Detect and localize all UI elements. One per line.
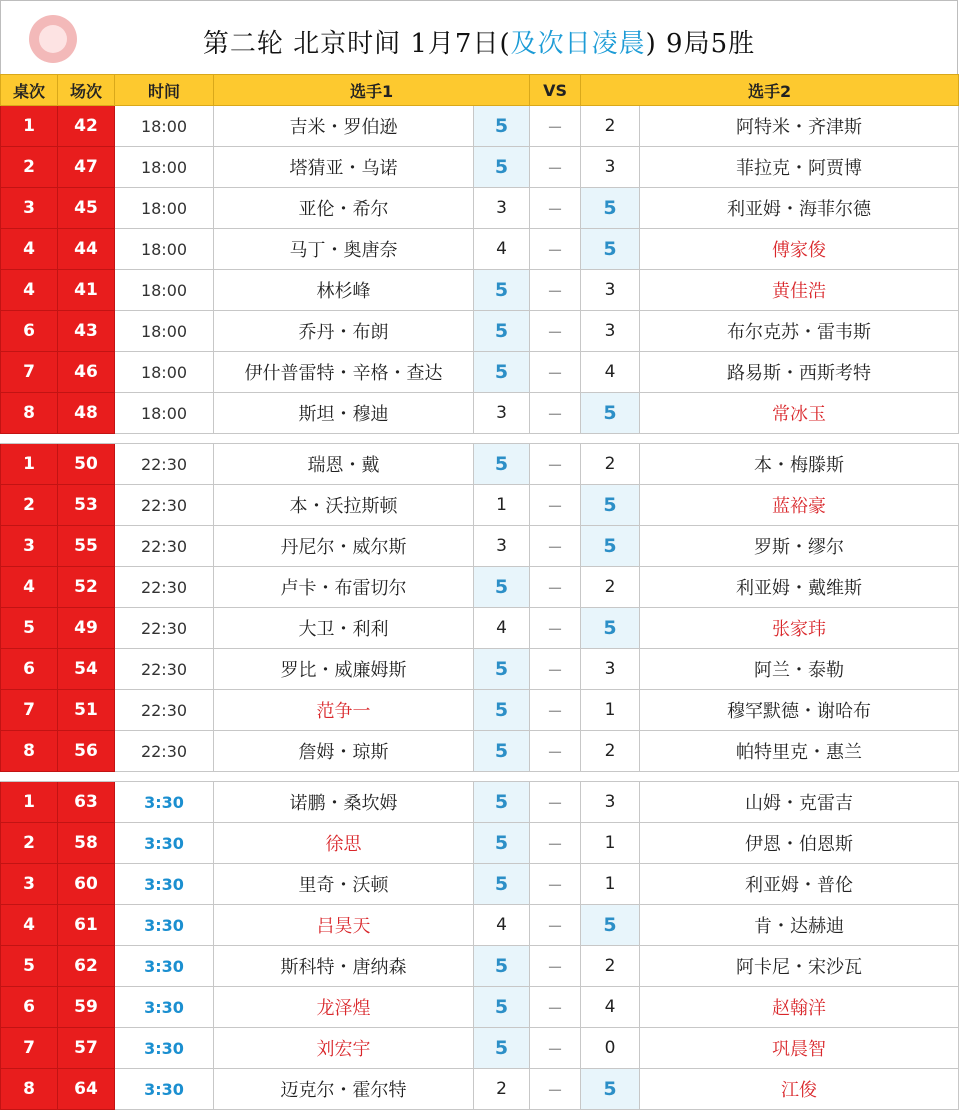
table-row <box>1 649 959 690</box>
vs-dash: － <box>530 690 581 731</box>
player1-score: 5 <box>474 567 530 608</box>
desk-cell: 4 <box>1 229 58 270</box>
player1-name: 詹姆・琼斯 <box>214 731 474 772</box>
title-suffix: ) 9局5胜 <box>645 29 756 59</box>
player1-name: 马丁・奥唐奈 <box>214 229 474 270</box>
player1-name: 乔丹・布朗 <box>214 311 474 352</box>
time-cell: 18:00 <box>115 352 214 393</box>
player1-score: 5 <box>474 864 530 905</box>
player1-name: 本・沃拉斯顿 <box>214 485 474 526</box>
desk-cell: 6 <box>1 987 58 1028</box>
game-cell: 62 <box>58 946 115 987</box>
player2-score: 3 <box>581 270 640 311</box>
player2-score: 1 <box>581 823 640 864</box>
game-cell: 53 <box>58 485 115 526</box>
table-row <box>1 147 959 188</box>
table-row <box>1 690 959 731</box>
player2-score: 1 <box>581 690 640 731</box>
session-divider <box>1 772 959 782</box>
vs-dash: － <box>530 352 581 393</box>
game-cell: 57 <box>58 1028 115 1069</box>
player2-score: 3 <box>581 649 640 690</box>
vs-dash: － <box>530 649 581 690</box>
desk-cell: 3 <box>1 526 58 567</box>
desk-cell: 4 <box>1 905 58 946</box>
table-row <box>1 905 959 946</box>
player1-score: 5 <box>474 987 530 1028</box>
table-row <box>1 444 959 485</box>
time-cell: 18:00 <box>115 393 214 434</box>
game-cell: 58 <box>58 823 115 864</box>
table-row <box>1 106 959 147</box>
vs-dash: － <box>530 905 581 946</box>
player2-name: 常冰玉 <box>640 393 959 434</box>
game-cell: 52 <box>58 567 115 608</box>
player2-name: 黄佳浩 <box>640 270 959 311</box>
table-row <box>1 526 959 567</box>
player1-score: 5 <box>474 270 530 311</box>
player2-score: 1 <box>581 864 640 905</box>
player2-score: 2 <box>581 731 640 772</box>
player2-score: 0 <box>581 1028 640 1069</box>
player1-name: 塔猜亚・乌诺 <box>214 147 474 188</box>
player2-name: 江俊 <box>640 1069 959 1110</box>
game-cell: 64 <box>58 1069 115 1110</box>
player1-score: 5 <box>474 731 530 772</box>
desk-cell: 7 <box>1 690 58 731</box>
game-cell: 41 <box>58 270 115 311</box>
game-cell: 47 <box>58 147 115 188</box>
game-cell: 51 <box>58 690 115 731</box>
time-cell: 3:30 <box>115 782 214 823</box>
player1-score: 5 <box>474 1028 530 1069</box>
table-row <box>1 229 959 270</box>
time-cell: 3:30 <box>115 1028 214 1069</box>
time-cell: 3:30 <box>115 864 214 905</box>
player1-name: 林杉峰 <box>214 270 474 311</box>
vs-dash: － <box>530 864 581 905</box>
player2-name: 利亚姆・海菲尔德 <box>640 188 959 229</box>
player2-name: 利亚姆・普伦 <box>640 864 959 905</box>
desk-cell: 7 <box>1 352 58 393</box>
header-desk: 桌次 <box>1 75 58 106</box>
player2-score: 3 <box>581 147 640 188</box>
vs-dash: － <box>530 188 581 229</box>
time-cell: 22:30 <box>115 690 214 731</box>
player2-name: 蓝裕豪 <box>640 485 959 526</box>
player2-name: 布尔克苏・雷韦斯 <box>640 311 959 352</box>
table-header-row <box>1 75 959 106</box>
player1-name: 刘宏宇 <box>214 1028 474 1069</box>
desk-cell: 1 <box>1 106 58 147</box>
vs-dash: － <box>530 444 581 485</box>
game-cell: 61 <box>58 905 115 946</box>
player1-name: 伊什普雷特・辛格・查达 <box>214 352 474 393</box>
page-title <box>1 23 957 60</box>
table-row <box>1 731 959 772</box>
player1-score: 5 <box>474 649 530 690</box>
game-cell: 54 <box>58 649 115 690</box>
player1-score: 5 <box>474 823 530 864</box>
player2-score: 5 <box>581 526 640 567</box>
time-cell: 22:30 <box>115 485 214 526</box>
divider-cell <box>1 434 959 444</box>
player2-score: 5 <box>581 393 640 434</box>
desk-cell: 6 <box>1 311 58 352</box>
table-row <box>1 1028 959 1069</box>
player1-score: 3 <box>474 526 530 567</box>
player2-name: 阿卡尼・宋沙瓦 <box>640 946 959 987</box>
game-cell: 44 <box>58 229 115 270</box>
desk-cell: 2 <box>1 485 58 526</box>
table-row <box>1 352 959 393</box>
table-row <box>1 1069 959 1110</box>
title-highlight: 及次日凌晨 <box>510 29 646 59</box>
game-cell: 49 <box>58 608 115 649</box>
vs-dash: － <box>530 106 581 147</box>
table-row <box>1 485 959 526</box>
game-cell: 48 <box>58 393 115 434</box>
table-row <box>1 782 959 823</box>
header-vs: VS <box>530 75 581 106</box>
title-prefix: 第二轮 北京时间 1月7日( <box>202 29 511 59</box>
player2-score: 3 <box>581 782 640 823</box>
time-cell: 22:30 <box>115 731 214 772</box>
vs-dash: － <box>530 526 581 567</box>
vs-dash: － <box>530 1069 581 1110</box>
vs-dash: － <box>530 1028 581 1069</box>
header-time: 时间 <box>115 75 214 106</box>
desk-cell: 3 <box>1 188 58 229</box>
desk-cell: 1 <box>1 444 58 485</box>
player1-name: 吉米・罗伯逊 <box>214 106 474 147</box>
time-cell: 22:30 <box>115 526 214 567</box>
player1-score: 4 <box>474 608 530 649</box>
time-cell: 3:30 <box>115 1069 214 1110</box>
player1-name: 瑞恩・戴 <box>214 444 474 485</box>
player2-name: 穆罕默德・谢哈布 <box>640 690 959 731</box>
desk-cell: 5 <box>1 608 58 649</box>
player1-name: 范争一 <box>214 690 474 731</box>
player2-score: 4 <box>581 987 640 1028</box>
session-divider <box>1 434 959 444</box>
player1-score: 3 <box>474 393 530 434</box>
vs-dash: － <box>530 823 581 864</box>
player1-name: 斯科特・唐纳森 <box>214 946 474 987</box>
player1-score: 3 <box>474 188 530 229</box>
player1-name: 丹尼尔・威尔斯 <box>214 526 474 567</box>
game-cell: 46 <box>58 352 115 393</box>
desk-cell: 2 <box>1 147 58 188</box>
player1-name: 里奇・沃顿 <box>214 864 474 905</box>
table-row <box>1 987 959 1028</box>
player1-score: 2 <box>474 1069 530 1110</box>
time-cell: 18:00 <box>115 270 214 311</box>
player1-name: 迈克尔・霍尔特 <box>214 1069 474 1110</box>
time-cell: 18:00 <box>115 188 214 229</box>
player2-score: 5 <box>581 188 640 229</box>
player2-name: 傅家俊 <box>640 229 959 270</box>
player2-score: 2 <box>581 106 640 147</box>
player1-name: 徐思 <box>214 823 474 864</box>
vs-dash: － <box>530 311 581 352</box>
game-cell: 42 <box>58 106 115 147</box>
player2-name: 罗斯・缪尔 <box>640 526 959 567</box>
player2-name: 肯・达赫迪 <box>640 905 959 946</box>
player1-name: 诺鹏・桑坎姆 <box>214 782 474 823</box>
time-cell: 22:30 <box>115 649 214 690</box>
table-row <box>1 946 959 987</box>
player1-score: 5 <box>474 147 530 188</box>
desk-cell: 7 <box>1 1028 58 1069</box>
vs-dash: － <box>530 147 581 188</box>
desk-cell: 8 <box>1 1069 58 1110</box>
time-cell: 3:30 <box>115 987 214 1028</box>
vs-dash: － <box>530 782 581 823</box>
game-cell: 56 <box>58 731 115 772</box>
player1-name: 亚伦・希尔 <box>214 188 474 229</box>
table-row <box>1 393 959 434</box>
time-cell: 18:00 <box>115 147 214 188</box>
player2-score: 5 <box>581 1069 640 1110</box>
player2-name: 山姆・克雷吉 <box>640 782 959 823</box>
time-cell: 3:30 <box>115 823 214 864</box>
player1-score: 5 <box>474 690 530 731</box>
desk-cell: 8 <box>1 731 58 772</box>
title-bar <box>0 0 958 74</box>
player1-score: 5 <box>474 311 530 352</box>
table-row <box>1 823 959 864</box>
schedule-table <box>0 74 959 1110</box>
game-cell: 59 <box>58 987 115 1028</box>
player1-name: 龙泽煌 <box>214 987 474 1028</box>
player1-score: 4 <box>474 905 530 946</box>
time-cell: 22:30 <box>115 608 214 649</box>
player2-score: 2 <box>581 946 640 987</box>
desk-cell: 4 <box>1 567 58 608</box>
player1-name: 吕昊天 <box>214 905 474 946</box>
vs-dash: － <box>530 485 581 526</box>
header-game: 场次 <box>58 75 115 106</box>
player2-score: 5 <box>581 905 640 946</box>
player2-name: 阿特米・齐津斯 <box>640 106 959 147</box>
vs-dash: － <box>530 567 581 608</box>
player2-name: 伊恩・伯恩斯 <box>640 823 959 864</box>
player2-name: 赵翰洋 <box>640 987 959 1028</box>
table-row <box>1 864 959 905</box>
vs-dash: － <box>530 393 581 434</box>
player2-score: 5 <box>581 485 640 526</box>
table-body <box>1 106 959 1110</box>
player1-score: 5 <box>474 782 530 823</box>
player2-score: 4 <box>581 352 640 393</box>
player1-score: 4 <box>474 229 530 270</box>
player1-score: 5 <box>474 946 530 987</box>
player2-name: 阿兰・泰勒 <box>640 649 959 690</box>
time-cell: 22:30 <box>115 567 214 608</box>
time-cell: 18:00 <box>115 311 214 352</box>
desk-cell: 2 <box>1 823 58 864</box>
vs-dash: － <box>530 270 581 311</box>
vs-dash: － <box>530 731 581 772</box>
table-row <box>1 270 959 311</box>
desk-cell: 8 <box>1 393 58 434</box>
divider-cell <box>1 772 959 782</box>
game-cell: 55 <box>58 526 115 567</box>
game-cell: 43 <box>58 311 115 352</box>
table-row <box>1 311 959 352</box>
table-row <box>1 608 959 649</box>
player1-score: 5 <box>474 106 530 147</box>
desk-cell: 3 <box>1 864 58 905</box>
game-cell: 50 <box>58 444 115 485</box>
vs-dash: － <box>530 987 581 1028</box>
table-row <box>1 567 959 608</box>
player2-name: 菲拉克・阿贾博 <box>640 147 959 188</box>
game-cell: 60 <box>58 864 115 905</box>
player2-name: 张家玮 <box>640 608 959 649</box>
desk-cell: 6 <box>1 649 58 690</box>
player2-score: 2 <box>581 444 640 485</box>
player2-score: 3 <box>581 311 640 352</box>
player1-score: 5 <box>474 444 530 485</box>
vs-dash: － <box>530 608 581 649</box>
player2-name: 本・梅滕斯 <box>640 444 959 485</box>
time-cell: 22:30 <box>115 444 214 485</box>
player1-score: 5 <box>474 352 530 393</box>
player2-name: 帕特里克・惠兰 <box>640 731 959 772</box>
time-cell: 3:30 <box>115 905 214 946</box>
player2-score: 2 <box>581 567 640 608</box>
player1-name: 卢卡・布雷切尔 <box>214 567 474 608</box>
player2-score: 5 <box>581 229 640 270</box>
header-player1: 选手1 <box>214 75 530 106</box>
player1-score: 1 <box>474 485 530 526</box>
player2-name: 路易斯・西斯考特 <box>640 352 959 393</box>
time-cell: 18:00 <box>115 229 214 270</box>
time-cell: 3:30 <box>115 946 214 987</box>
player1-name: 斯坦・穆迪 <box>214 393 474 434</box>
player2-score: 5 <box>581 608 640 649</box>
player1-name: 大卫・利利 <box>214 608 474 649</box>
desk-cell: 4 <box>1 270 58 311</box>
vs-dash: － <box>530 229 581 270</box>
desk-cell: 5 <box>1 946 58 987</box>
game-cell: 63 <box>58 782 115 823</box>
time-cell: 18:00 <box>115 106 214 147</box>
vs-dash: － <box>530 946 581 987</box>
player2-name: 巩晨智 <box>640 1028 959 1069</box>
player2-name: 利亚姆・戴维斯 <box>640 567 959 608</box>
table-row <box>1 188 959 229</box>
player1-name: 罗比・威廉姆斯 <box>214 649 474 690</box>
game-cell: 45 <box>58 188 115 229</box>
desk-cell: 1 <box>1 782 58 823</box>
header-player2: 选手2 <box>581 75 959 106</box>
